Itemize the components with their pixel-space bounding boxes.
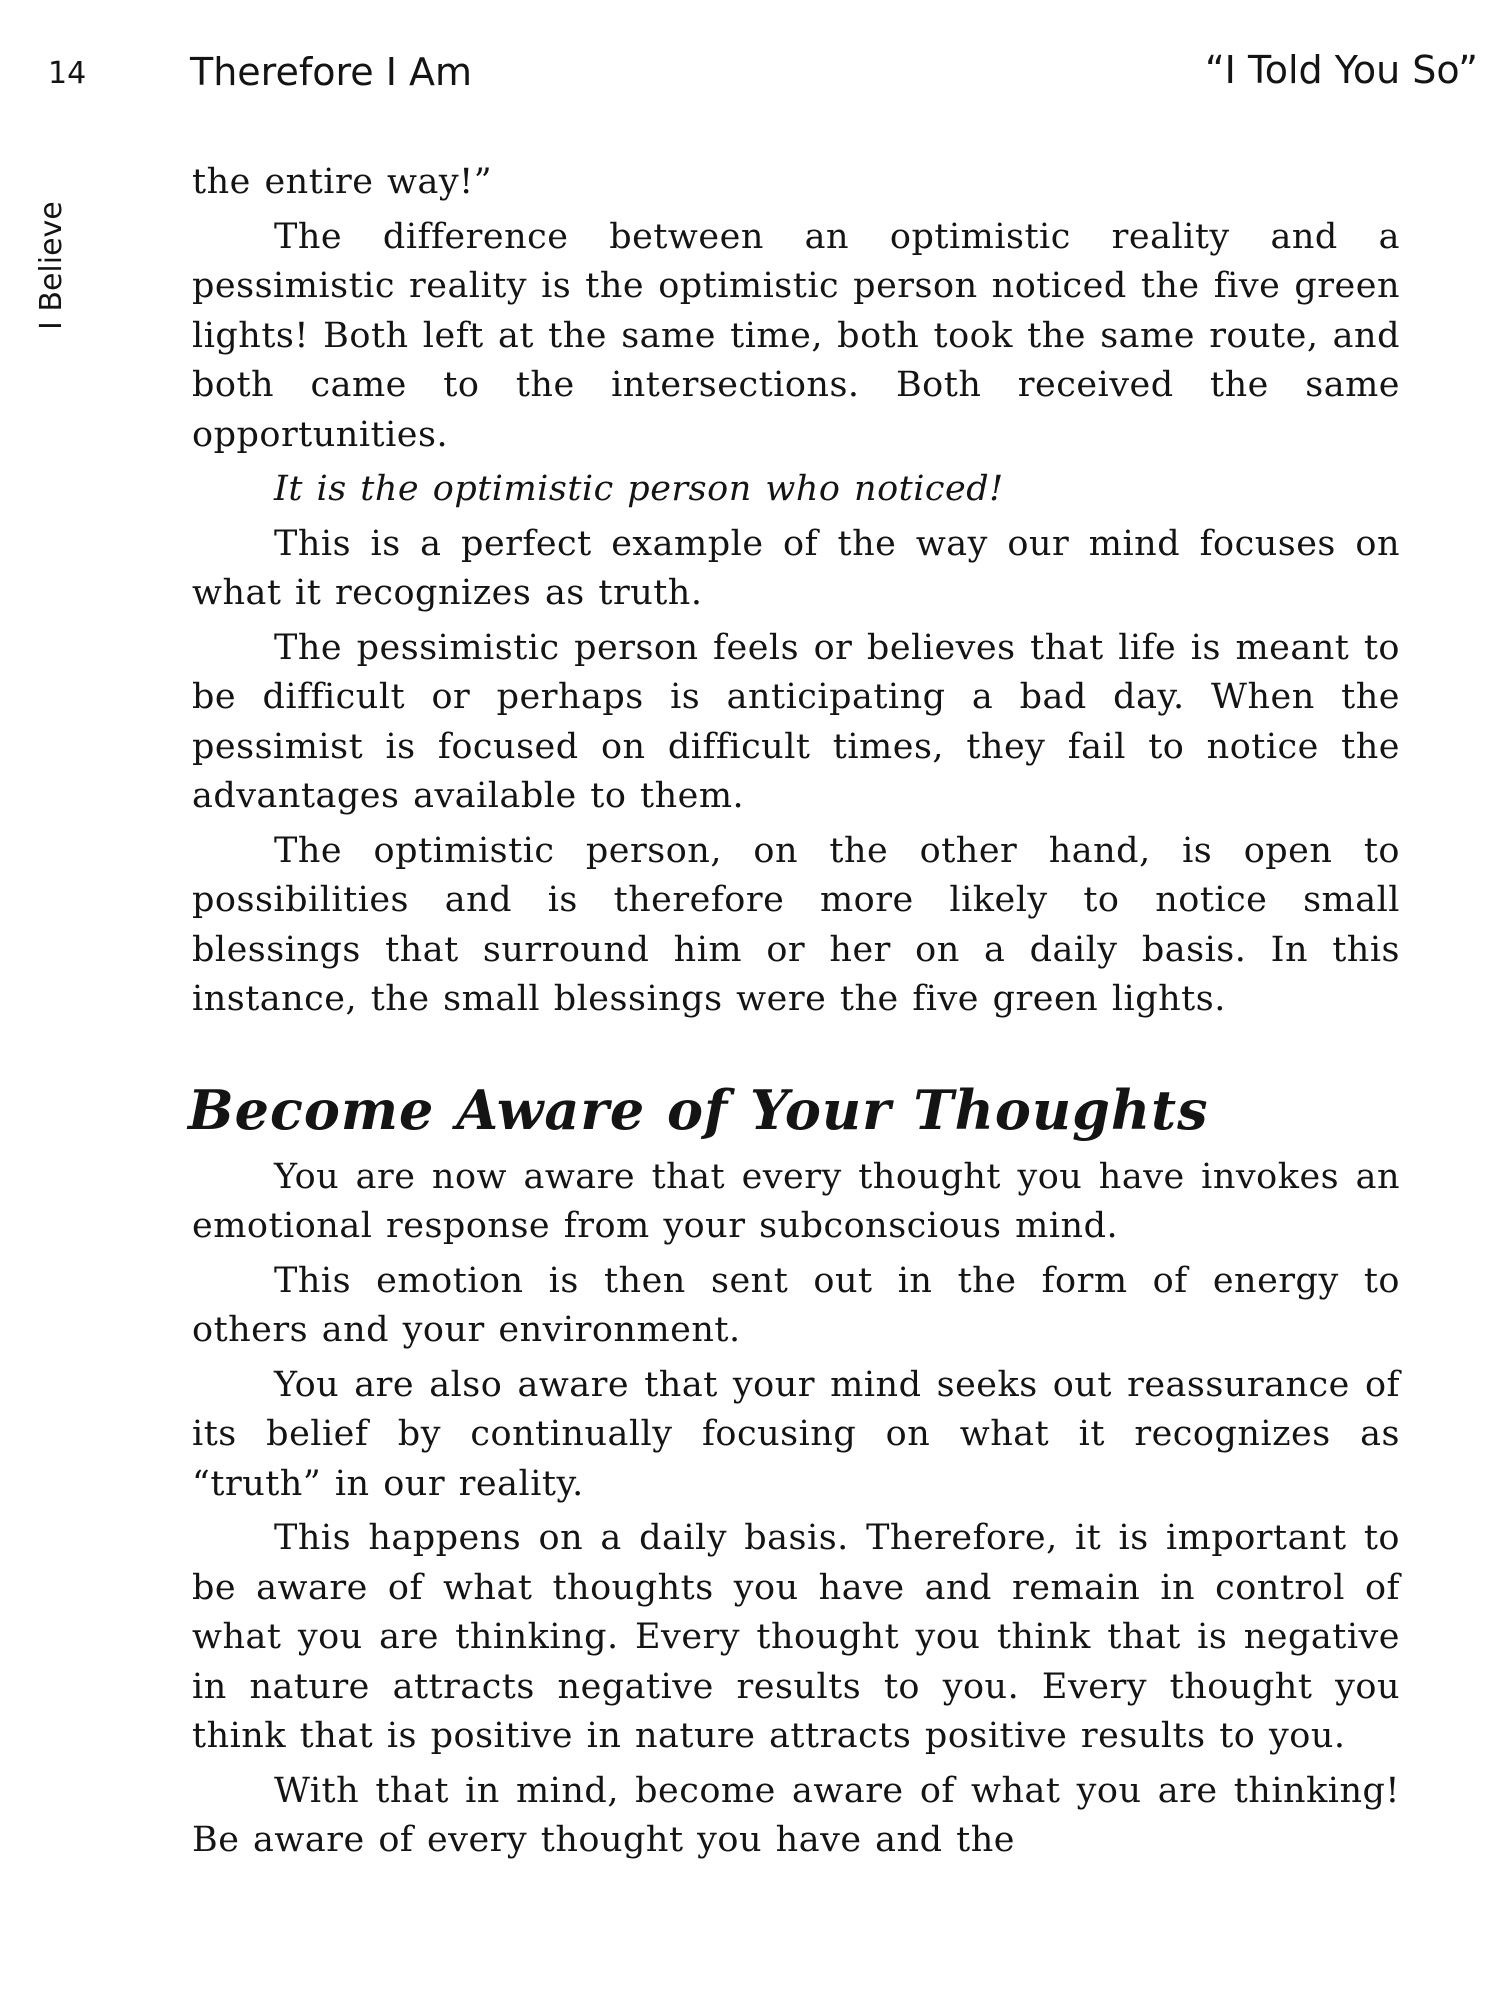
book-title: Therefore I Am [190, 50, 473, 94]
page-header [0, 48, 1500, 108]
emphasis-paragraph: It is the optimistic person who noticed! [274, 469, 1004, 509]
paragraph: You are also aware that your mind seeks out reassurance of its belief by continually focusing on what it recognizes as “truth” in our reality. [192, 1364, 1400, 1504]
paragraph: You are now aware that every thought you have invokes an emotional response from your subconscious mind. [192, 1156, 1400, 1246]
paragraph: The pessimistic person feels or believes that life is meant to be difficult or perhaps is anticipating a bad day. When the pessimist is focused on difficult times, they fail to notice the advantages available to them. [192, 627, 1400, 816]
paragraph: The difference between an optimistic reality and a pessimistic reality is the optimistic person noticed the five green lights! Both left at the same time, both took the same route, and both came to the intersections. Both received the same opportunities. [192, 216, 1400, 455]
side-section-label: I Believe [34, 201, 69, 330]
chapter-title: “I Told You So” [1204, 48, 1478, 92]
page-number: 14 [48, 56, 87, 91]
section-body [192, 1153, 1400, 1866]
side-section-tab [34, 201, 74, 370]
paragraph: This is a perfect example of the way our mind focuses on what it recognizes as truth. [192, 523, 1400, 613]
paragraph: With that in mind, become aware of what you are thinking! Be aware of every thought you have and the [192, 1770, 1400, 1860]
paragraph: This happens on a daily basis. Therefore, it is important to be aware of what thoughts you have and remain in control of what you are thinking. Every thought you think that is negative in nature attracts negative results to you. Every thought you think that is positive in nature attracts positive results to you. [192, 1518, 1400, 1756]
page-body [188, 158, 1400, 1871]
paragraph: The optimistic person, on the other hand, is open to possibilities and is therefore more likely to notice small blessings that surround him or her on a daily basis. In this instance, the small blessings were the five green lights. [192, 830, 1400, 1019]
paragraph: This emotion is then sent out in the form of energy to others and your environment. [192, 1260, 1400, 1350]
paragraph-continuation: the entire way!” [192, 162, 493, 202]
section-heading: Become Aware of Your Thoughts [188, 1077, 1209, 1142]
